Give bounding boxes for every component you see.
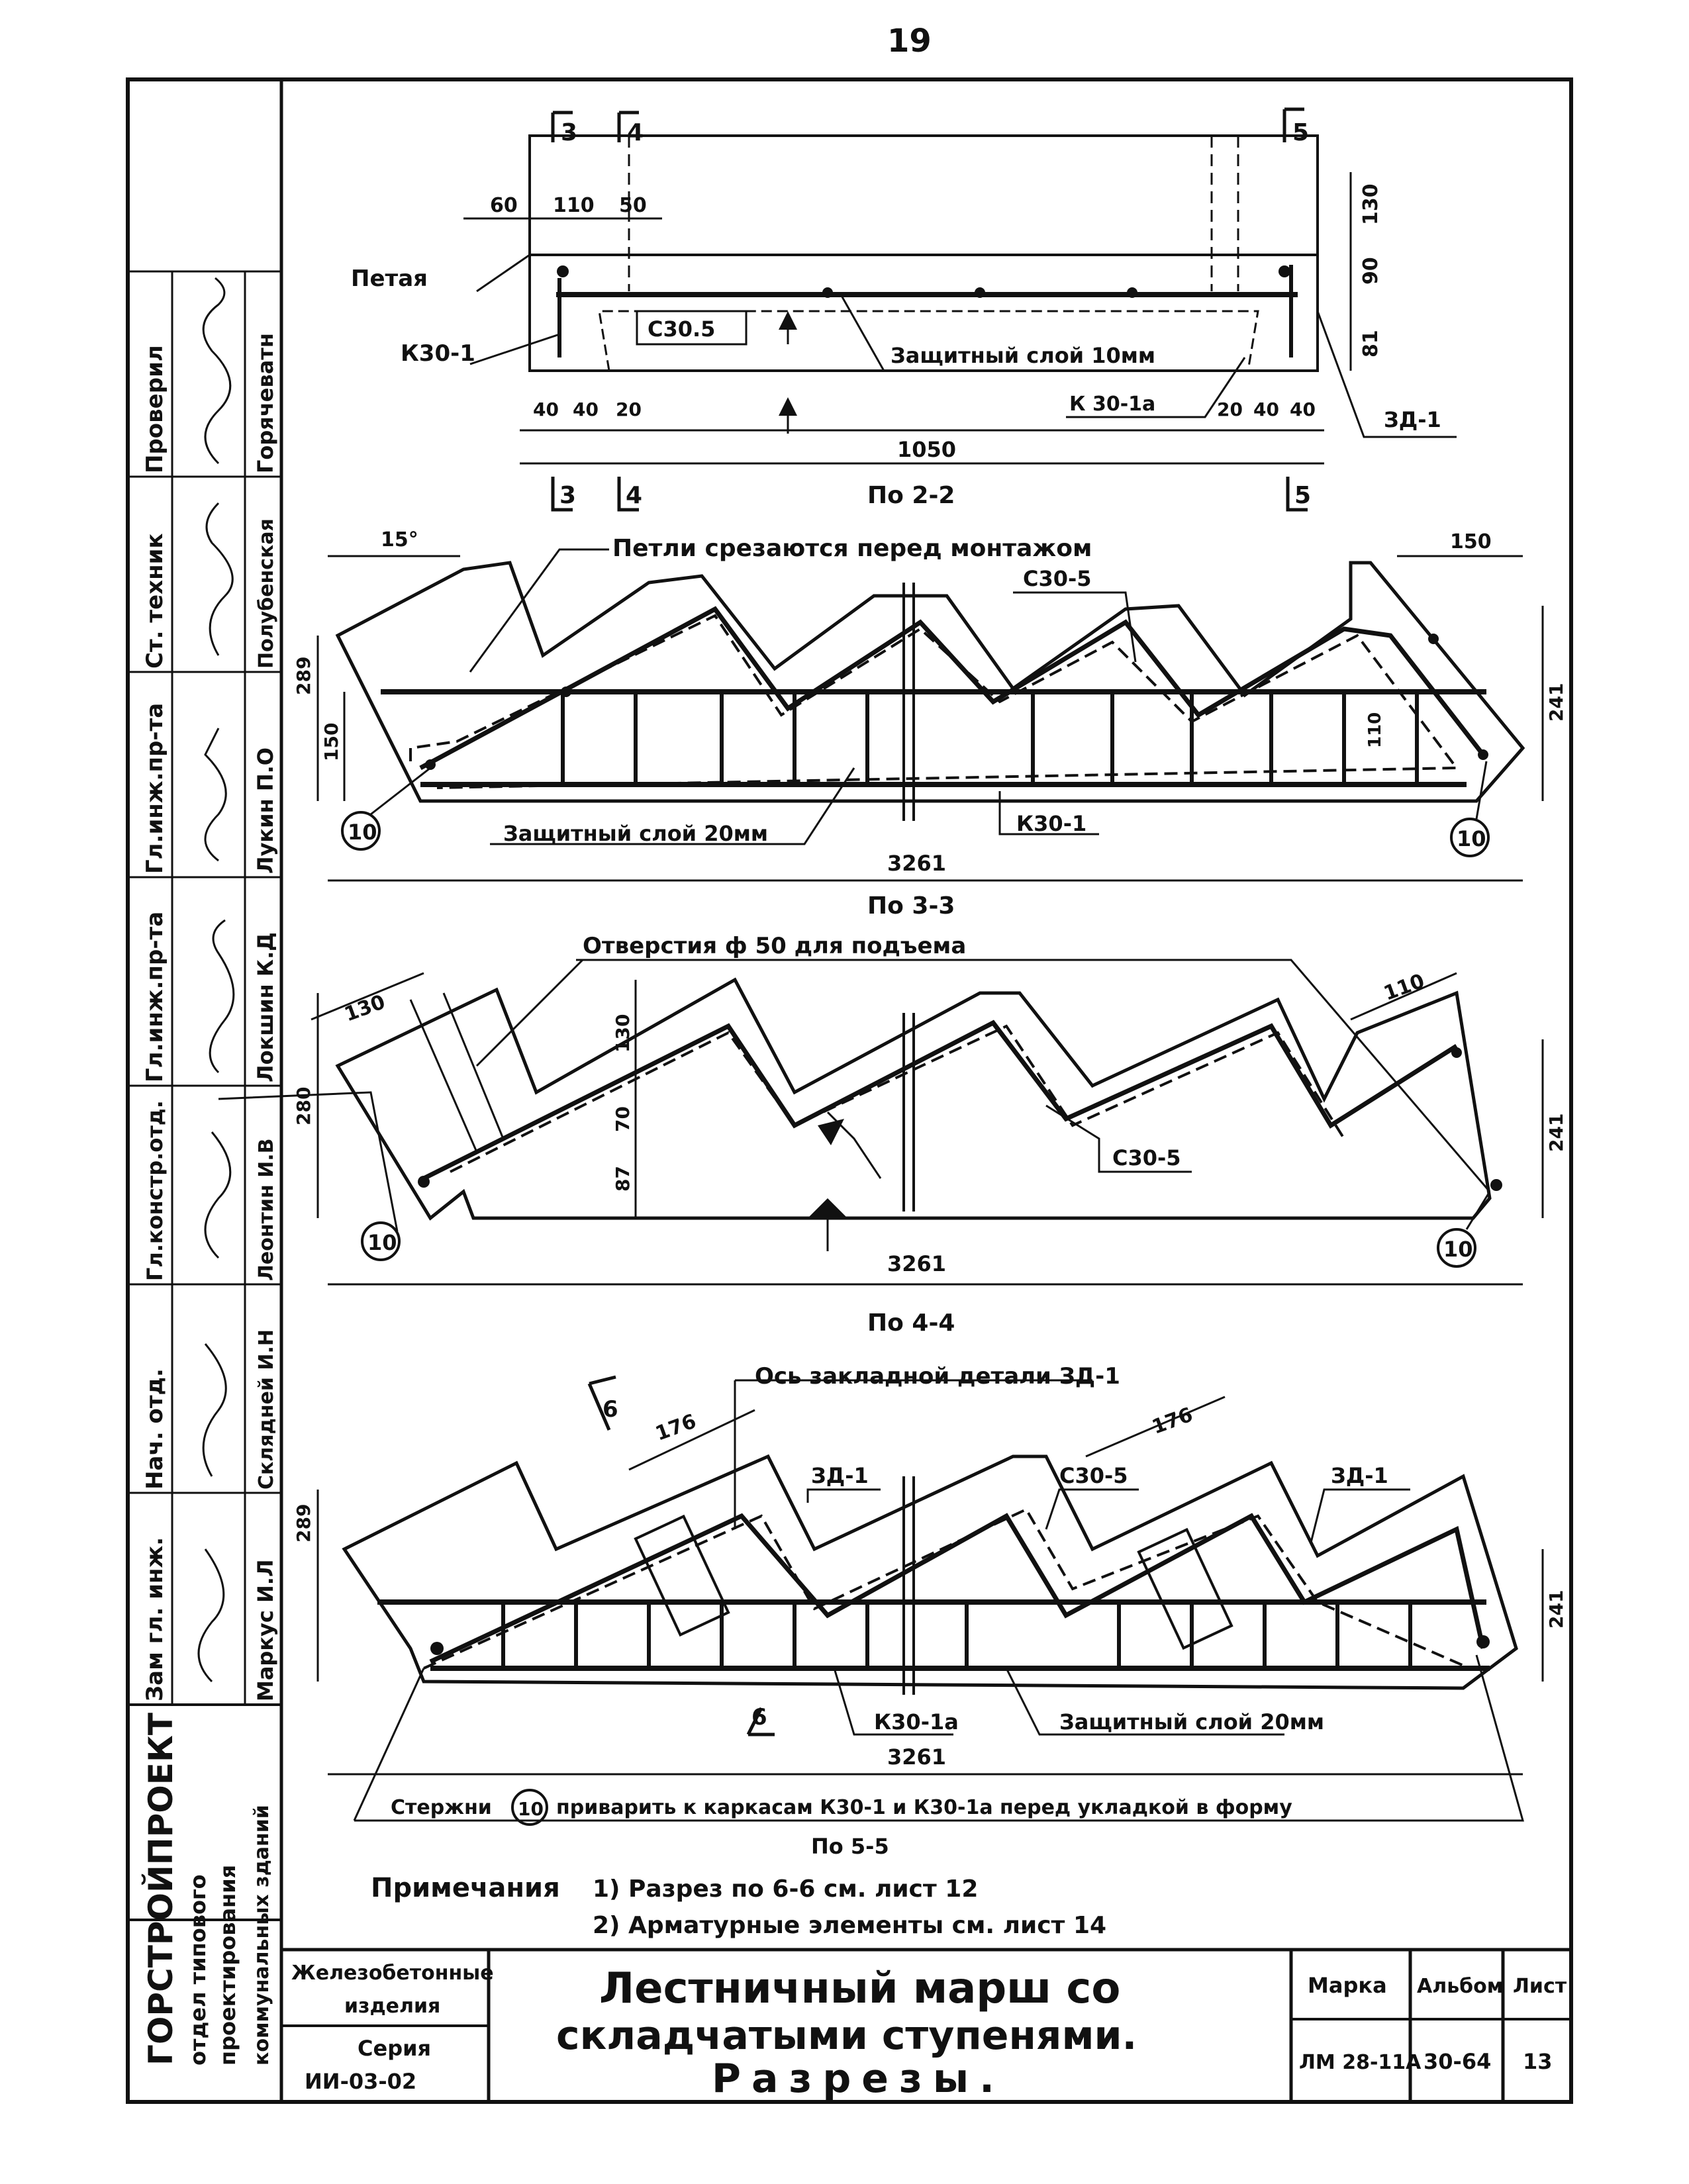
stirrups: [503, 1602, 1410, 1668]
stamp-org-line-3: коммунальных зданий: [250, 1805, 273, 2065]
sec4-caption: По 5-5: [811, 1834, 889, 1859]
stamp-role-0: Проверил: [142, 345, 168, 473]
drawing-title-1: Лестничный марш со: [599, 1964, 1121, 2013]
sec1-marker-bottom-4: 4: [626, 482, 643, 509]
sec4-marker-bottom: 6: [751, 1704, 767, 1731]
sec3-dim-right: 241: [1545, 1113, 1567, 1152]
sec4-dim-left: 289: [293, 1503, 314, 1543]
sec4-marker-top: 6: [603, 1396, 618, 1423]
sec4-dim-right: 241: [1545, 1590, 1567, 1629]
sec3-dim-left-top: 130: [341, 990, 389, 1027]
stamp-name-5: Склядней И.Н: [255, 1329, 278, 1490]
stamp-org-name: ГОРСТРОЙПРОЕКТ: [142, 1713, 180, 2065]
sec4-label-zd-left: ЗД-1: [811, 1463, 869, 1488]
sec2-dim-right: 241: [1545, 683, 1567, 722]
stamp-role-1: Ст. техник: [142, 533, 168, 669]
sec1-label-zd: ЗД-1: [1384, 407, 1441, 432]
section-2-2: [351, 109, 1457, 510]
stamp-column: [128, 271, 281, 2065]
sec2-label-k30-1: К30-1: [1016, 811, 1087, 836]
org-line-2: изделия: [344, 1995, 441, 2018]
sec2-title-note: Петли срезаются перед монтажом: [612, 535, 1092, 562]
sec1-dim-bottom-1: 40: [573, 399, 599, 420]
sec1-dim-top-1: 110: [553, 194, 595, 217]
stamp-name-0: Горячеватн: [253, 333, 278, 473]
sec2-dim-left: 289: [293, 656, 314, 695]
sec2-rod-left: 10: [348, 820, 377, 845]
stamp-role-2: Гл.инж.пр-та: [142, 702, 168, 874]
notes-heading: Примечания: [371, 1873, 560, 1903]
stamp-name-6: Маркус И.Л: [253, 1559, 278, 1701]
stamp-name-3: Локшин К.Д: [253, 932, 278, 1082]
sec4-overall: 3261: [887, 1744, 947, 1770]
sec1-label-k30-1a: К 30-1а: [1069, 393, 1156, 416]
value-mark: ЛМ 28-11А: [1299, 2051, 1422, 2074]
stamp-role-4: Гл.констр.отд.: [142, 1100, 168, 1281]
sec1-dim-right-0: 130: [1359, 183, 1382, 225]
series-value: ИИ-03-02: [305, 2069, 417, 2094]
sec1-dim-bottom-5: 40: [1290, 399, 1316, 420]
header-album: Альбом: [1417, 1975, 1504, 1998]
sec1-dim-right-2: 81: [1359, 330, 1382, 357]
sec4-dim-b: 176: [1149, 1403, 1196, 1439]
title-block: [281, 1920, 1571, 2102]
sec1-label-cover: Защитный слой 10мм: [891, 343, 1156, 368]
org-line-1: Железобетонные: [291, 1962, 494, 1985]
sec1-marker-top-4: 4: [627, 119, 644, 146]
sec1-caption: По 2-2: [867, 482, 955, 509]
sec2-dim-left-small: 150: [320, 722, 342, 761]
page-number: 19: [887, 23, 932, 60]
sec3-dim-left: 280: [293, 1086, 314, 1125]
stamp-role-6: Зам гл. инж.: [142, 1537, 168, 1701]
sec4-label-k30-1a: К30-1а: [874, 1709, 959, 1734]
sec1-dim-right-1: 90: [1359, 257, 1382, 285]
stamp-role-5: Нач. отд.: [142, 1368, 168, 1490]
series-label: Серия: [358, 2036, 432, 2061]
signature-scribbles: [199, 278, 234, 1682]
sec3-overall: 3261: [887, 1251, 947, 1276]
sec3-caption: По 4-4: [867, 1309, 955, 1337]
stamp-name-2: Лукин П.О: [253, 747, 278, 874]
sec4-rods-note-num: 10: [518, 1798, 544, 1820]
section-4-4: [218, 933, 1567, 1337]
header-sheet: Лист: [1513, 1975, 1567, 1998]
sec3-title-note: Отверстия ф 50 для подъема: [583, 933, 967, 959]
sec4-title-note: Ось закладной детали ЗД-1: [755, 1363, 1120, 1390]
sec4-rods-note-post: приварить к каркасам К30-1 и К30-1а перед укладкой в форму: [556, 1796, 1292, 1819]
sec4-label-c30-5: С30-5: [1059, 1463, 1128, 1488]
sec4-dim-a: 176: [652, 1409, 700, 1446]
sec3-dim-v3: 87: [612, 1166, 634, 1192]
note-2: 2) Арматурные элементы см. лист 14: [593, 1912, 1107, 1939]
sec3-dim-right-top: 110: [1380, 969, 1428, 1006]
section-5-5: [293, 1363, 1567, 1859]
sec2-dim-top-right: 150: [1450, 530, 1492, 553]
stamp-org-line-2: проектирования: [215, 1864, 240, 2065]
sec2-overall: 3261: [887, 851, 947, 876]
sec1-label-c30-5: С30.5: [648, 316, 716, 342]
sec2-label-c30-5: С30-5: [1023, 566, 1092, 591]
stair-outline: [344, 1456, 1516, 1688]
stamp-name-4: Леонтин И.В: [255, 1138, 278, 1281]
sec2-caption: По 3-3: [867, 892, 955, 920]
sec1-marker-bottom-3: 3: [559, 482, 577, 509]
sec3-dim-v2: 70: [612, 1106, 634, 1132]
sec1-dim-bottom-2: 20: [616, 399, 642, 420]
sec1-dim-bottom-4: 40: [1253, 399, 1279, 420]
header-mark: Марка: [1308, 1973, 1387, 1998]
sec2-rod-right: 10: [1457, 826, 1486, 851]
sec1-dim-top-0: 60: [490, 194, 518, 217]
sec1-label-k30-1: К30-1: [401, 340, 475, 367]
sec1-dim-bottom-0: 40: [533, 399, 559, 420]
sec1-dim-overall: 1050: [897, 437, 957, 462]
sec2-angle: 15°: [381, 528, 418, 551]
value-sheet: 13: [1523, 2049, 1553, 2074]
sec1-marker-top-3: 3: [561, 119, 578, 146]
sec4-label-zd-right: ЗД-1: [1331, 1463, 1388, 1488]
stamp-role-3: Гл.инж.пр-та: [142, 911, 168, 1082]
drawing-title-3: Разрезы.: [712, 2056, 1005, 2102]
sec2-dim-inner: 110: [1365, 712, 1385, 748]
note-1: 1) Разрез по 6-6 см. лист 12: [593, 1875, 979, 1903]
sec1-marker-bottom-5: 5: [1294, 482, 1312, 509]
sec3-rod-right: 10: [1443, 1237, 1473, 1262]
value-album: 30-64: [1424, 2049, 1492, 2074]
stamp-org-line-1: отдел типового: [185, 1874, 211, 2065]
sec3-rod-left: 10: [367, 1230, 397, 1255]
sec4-rods-note-pre: Стержни: [391, 1796, 492, 1819]
sec1-dim-bottom-3: 20: [1217, 399, 1243, 420]
sec2-label-cover: Защитный слой 20мм: [503, 821, 769, 846]
sec1-dim-top-2: 50: [619, 194, 647, 217]
section-3-3: [293, 528, 1567, 920]
sec1-label-loop: Петая: [351, 265, 428, 292]
sec3-label-c30-5: С30-5: [1112, 1145, 1181, 1170]
stamp-name-1: Полубенская: [255, 518, 278, 669]
sec4-label-cover: Защитный слой 20мм: [1059, 1709, 1325, 1734]
drawing-title-2: складчатыми ступенями.: [556, 2013, 1137, 2059]
sec3-dim-v1: 130: [612, 1014, 634, 1053]
notes: [371, 1873, 1106, 1939]
sec1-marker-top-5: 5: [1292, 119, 1310, 146]
